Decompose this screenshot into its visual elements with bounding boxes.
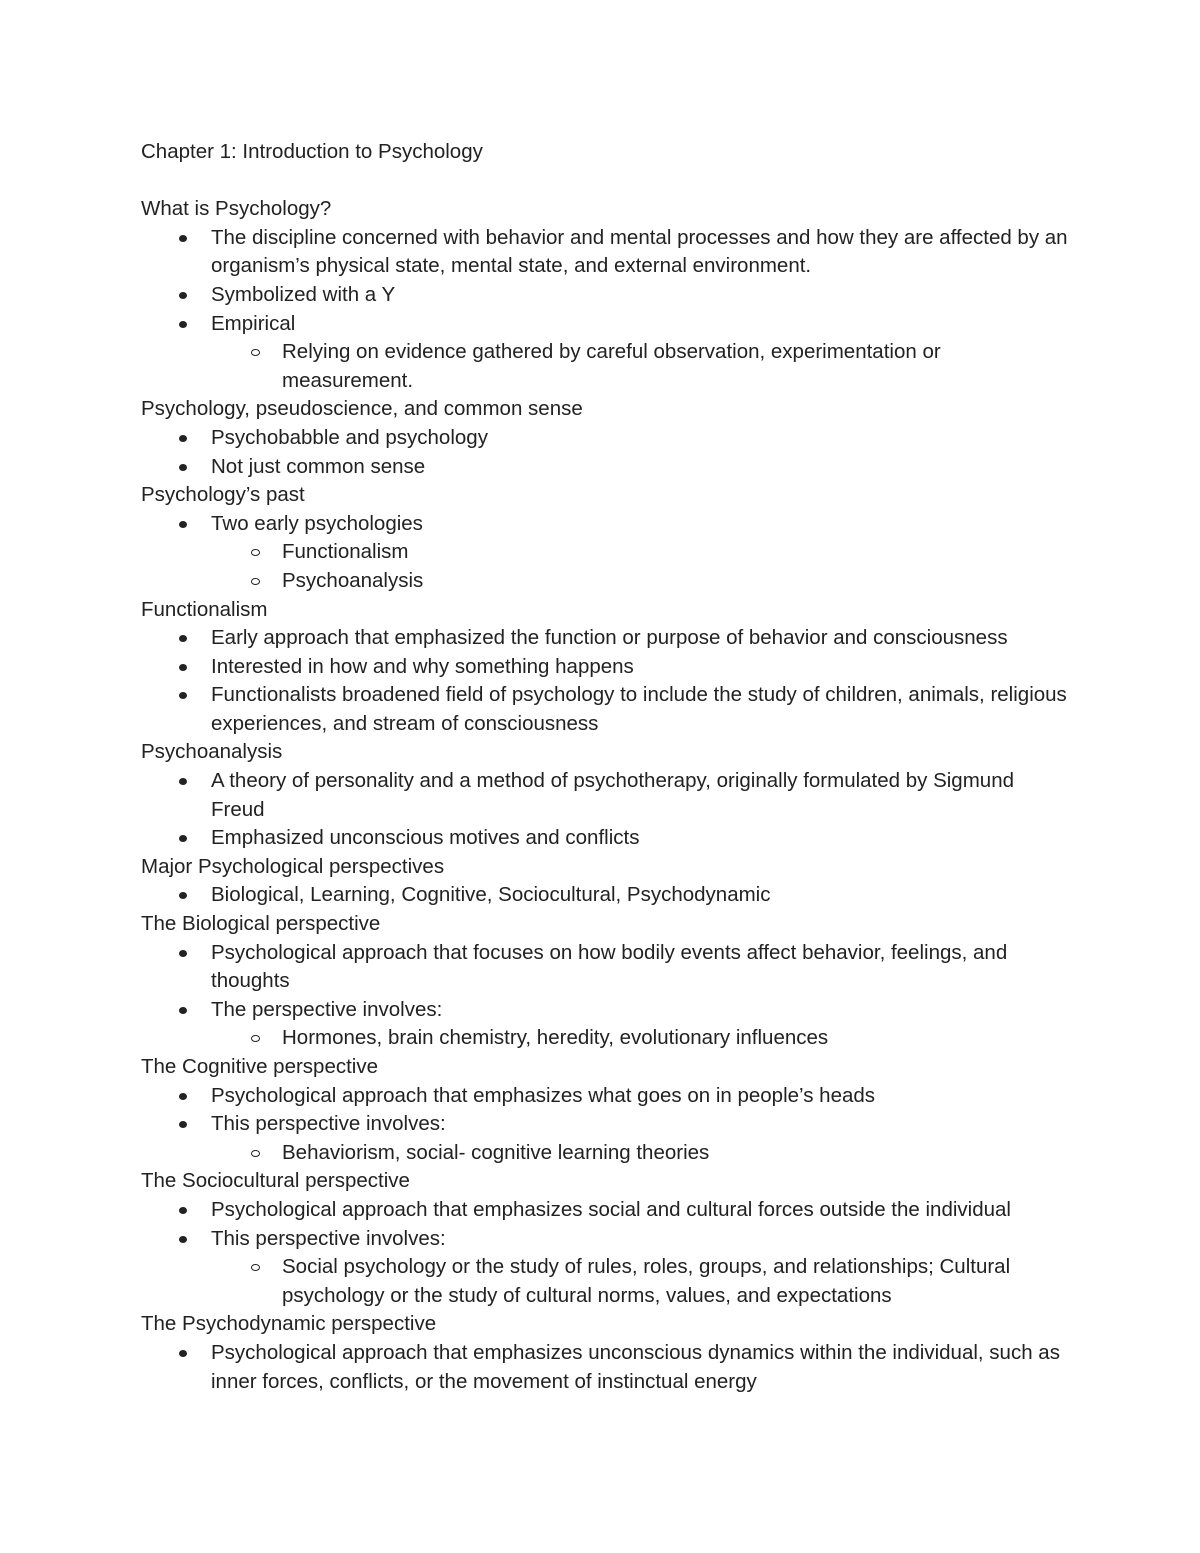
sub-list-item [141,338,1071,395]
filled-bullet-icon [179,1207,187,1214]
sub-bullet-list [141,1024,1071,1053]
sub-bullet-list [141,338,1071,395]
sub-list-item [141,1253,1071,1310]
sub-list-item [141,538,1071,567]
list-item-text: This perspective involves: [211,1112,446,1136]
bullet-list [141,1339,1071,1396]
list-item [141,281,1071,310]
bullet-list [141,510,1071,596]
bullet-list [141,881,1071,910]
filled-bullet-icon [179,1236,187,1243]
filled-bullet-icon [179,692,187,699]
list-item-text: Psychological approach that emphasizes unconscious dynamics within the individual, such as inner forces, conflicts, or the movement of instinctual energy [211,1340,1060,1393]
list-item [141,1082,1071,1111]
list-item-text: Not just common sense [211,454,426,478]
section-heading: Psychology, pseudoscience, and common sense [141,397,583,421]
list-item [141,824,1071,853]
list-item [141,510,1071,539]
list-item-text: The perspective involves: [211,997,443,1021]
document-body [141,195,1071,1396]
list-item [141,996,1071,1025]
bullet-list [141,624,1071,738]
section-heading: The Biological perspective [141,912,381,936]
filled-bullet-icon [179,464,187,471]
list-item [141,224,1071,281]
list-item [141,1196,1071,1225]
list-item-text: Psychological approach that emphasizes social and cultural forces outside the individual [211,1197,1011,1221]
sub-list-item [141,1139,1071,1168]
hollow-bullet-icon [251,578,260,585]
filled-bullet-icon [179,892,187,899]
section-heading: Psychology’s past [141,483,305,507]
list-item-text: Psychobabble and psychology [211,425,488,449]
list-item [141,1110,1071,1139]
filled-bullet-icon [179,435,187,442]
bullet-list [141,767,1071,853]
bullet-list [141,424,1071,481]
section-heading: Psychoanalysis [141,740,283,764]
list-item-text: Two early psychologies [211,511,423,535]
filled-bullet-icon [179,235,187,242]
list-item-text: Biological, Learning, Cognitive, Sociocultural, Psychodynamic [211,883,771,907]
list-item-text: This perspective involves: [211,1226,446,1250]
sub-list-item-text: Hormones, brain chemistry, heredity, evolutionary influences [282,1026,829,1050]
section-heading: Major Psychological perspectives [141,854,445,878]
sub-list-item [141,1024,1071,1053]
list-item-text: Psychological approach that emphasizes what goes on in people’s heads [211,1083,876,1107]
hollow-bullet-icon [251,1150,260,1157]
filled-bullet-icon [179,635,187,642]
sub-list-item-text: Social psychology or the study of rules, roles, groups, and relationships; Cultural psychology or the study of cultural norms, values, and expectations [282,1255,1011,1307]
list-item-text: Functionalists broadened field of psychology to include the study of children, animals, religious experiences, and stream of consciousness [211,683,1067,735]
list-item-text: A theory of personality and a method of psychotherapy, originally formulated by Sigmund Freud [211,769,1014,821]
filled-bullet-icon [179,950,187,957]
filled-bullet-icon [179,1093,187,1100]
sub-bullet-list [141,1253,1071,1310]
hollow-bullet-icon [251,549,260,556]
bullet-list [141,1196,1071,1310]
list-item [141,681,1071,738]
list-item [141,939,1071,996]
section-heading: Functionalism [141,597,268,621]
list-item [141,1225,1071,1254]
sub-list-item-text: Psychoanalysis [282,568,424,592]
sub-bullet-list [141,1139,1071,1168]
filled-bullet-icon [179,835,187,842]
sub-list-item-text: Functionalism [282,540,409,564]
bullet-list [141,1082,1071,1168]
sub-bullet-list [141,538,1071,595]
section-heading: What is Psychology? [141,197,332,221]
filled-bullet-icon [179,1121,187,1128]
list-item-text: Early approach that emphasized the function or purpose of behavior and consciousness [211,626,1008,650]
list-item [141,424,1071,453]
list-item-text: Emphasized unconscious motives and conflicts [211,826,640,850]
list-item [141,653,1071,682]
sub-list-item-text: Behaviorism, social- cognitive learning theories [282,1140,710,1164]
filled-bullet-icon [179,1007,187,1014]
list-item-text: Interested in how and why something happens [211,654,634,678]
filled-bullet-icon [179,778,187,785]
filled-bullet-icon [179,664,187,671]
list-item [141,1339,1071,1396]
sub-list-item-text: Relying on evidence gathered by careful observation, experimentation or measurement. [282,340,941,392]
bullet-list [141,224,1071,396]
list-item [141,453,1071,482]
list-item [141,624,1071,653]
document-title: Chapter 1: Introduction to Psychology [141,140,483,163]
hollow-bullet-icon [251,1035,260,1042]
filled-bullet-icon [179,1350,187,1357]
list-item-text: Empirical [211,311,296,335]
hollow-bullet-icon [251,1264,260,1271]
section-heading: The Cognitive perspective [141,1055,379,1078]
section-heading: The Psychodynamic perspective [141,1312,437,1336]
section-heading: The Sociocultural perspective [141,1169,410,1193]
list-item [141,767,1071,824]
list-item [141,881,1071,910]
list-item-text: The discipline concerned with behavior and mental processes and how they are affected by an organism’s physical state, mental state, and external environment. [211,225,1068,278]
list-item-text: Psychological approach that focuses on how bodily events affect behavior, feelings, and thoughts [211,940,1008,993]
list-item-text: Symbolized with a Y [211,282,396,306]
sub-list-item [141,567,1071,596]
filled-bullet-icon [179,321,187,328]
list-item [141,310,1071,339]
hollow-bullet-icon [251,349,260,356]
bullet-list [141,939,1071,1053]
document-page [141,138,1071,1396]
filled-bullet-icon [179,292,187,299]
filled-bullet-icon [179,521,187,528]
